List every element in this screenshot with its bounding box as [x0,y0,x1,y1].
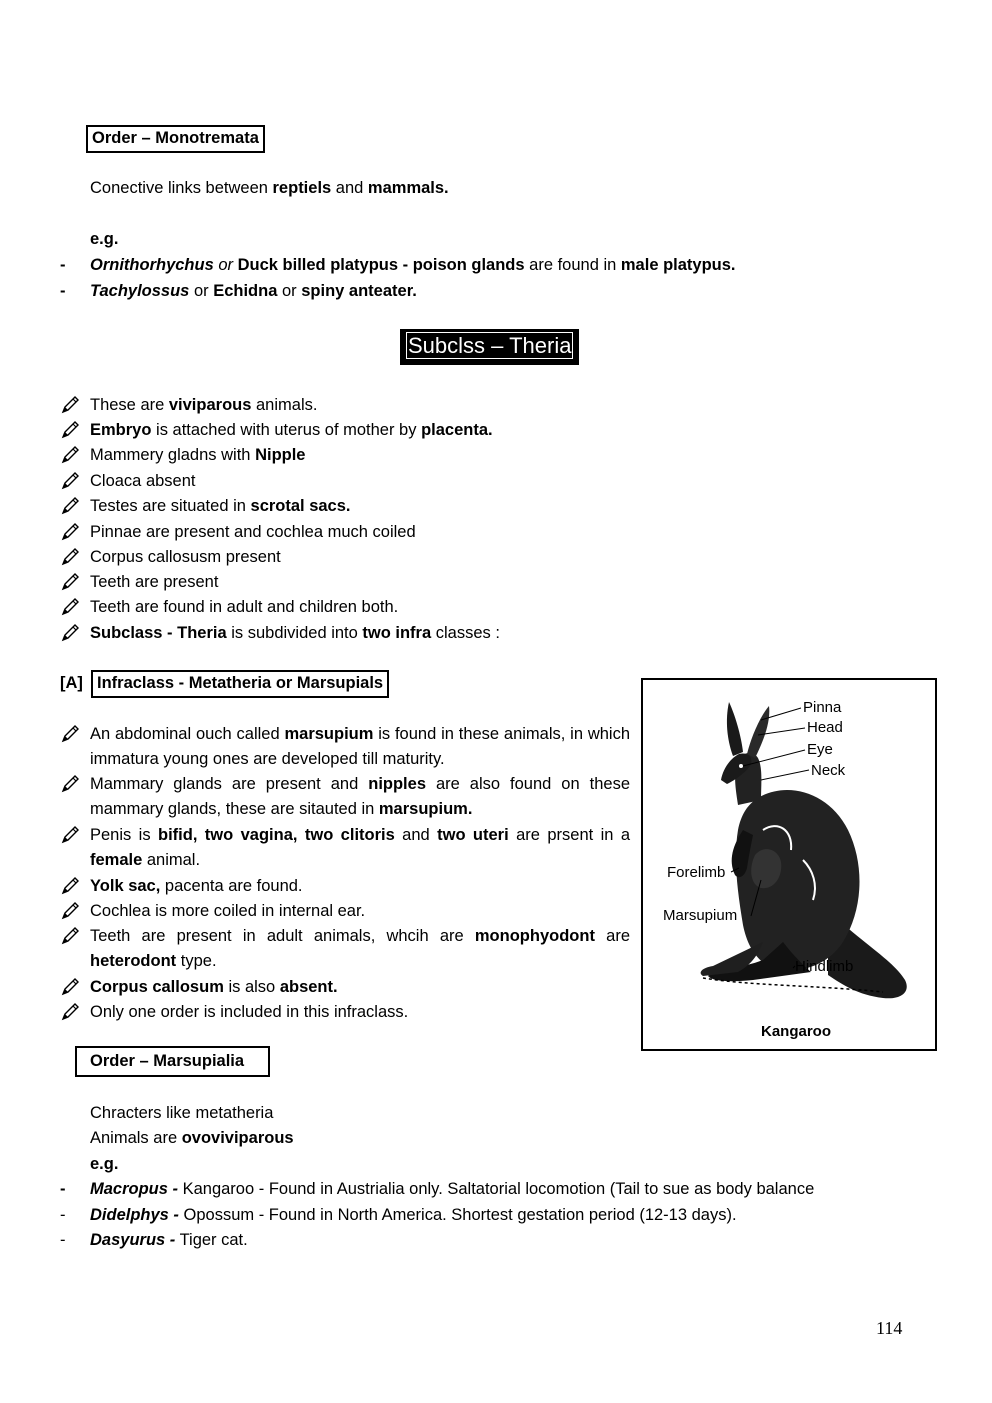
bullet-dash: - [60,1206,66,1224]
theria-bullet-5: Testes are situated in scrotal sacs. [90,497,351,515]
pen-bullet-icon [60,497,80,515]
pen-bullet-icon [60,421,80,439]
marsupialia-example-2: Didelphys - Opossum - Found in North America. Shortest gestation period (12-13 days). [90,1206,737,1224]
figure-label-pinna: Pinna [803,699,842,716]
pen-bullet-icon [60,927,80,945]
pen-bullet-icon [60,775,80,793]
theria-bullet-4: Cloaca absent [90,472,196,490]
infraclass-point-2: Mammary glands are present and nipples are also found on these mammary glands, these are sitauted in marsupium. [90,775,630,818]
pen-bullet-icon [60,573,80,591]
pen-bullet-icon [60,472,80,490]
monotremata-eg: e.g. [90,230,119,248]
page-number: 114 [876,1318,903,1338]
infraclass-point-6: Teeth are present in adult animals, whcih are monophyodont are heterodont type. [90,927,630,970]
theria-bullet-6: Pinnae are present and cochlea much coiled [90,523,416,541]
marsupialia-eg: e.g. [90,1155,119,1173]
theria-bullet-8: Teeth are present [90,573,219,591]
theria-bullet-10: Subclass - Theria is subdivided into two infra classes : [90,624,500,642]
theria-bullet-3: Mammery gladns with Nipple [90,446,306,464]
infraclass-marker: [A] [60,674,83,692]
monotremata-example-1: Ornithorhychus or Duck billed platypus - poison glands are found in male platypus. [90,256,736,274]
bullet-dash: - [60,282,66,300]
infraclass-point-5: Cochlea is more coiled in internal ear. [90,902,366,920]
infraclass-point-3: Penis is bifid, two vagina, two clitoris and two uteri are prsent in a female animal. [90,826,631,869]
pen-bullet-icon [60,877,80,895]
pen-bullet-icon [60,725,80,743]
infraclass-heading: Infraclass - Metatheria or Marsupials [91,670,389,698]
theria-bullet-9: Teeth are found in adult and children both. [90,598,399,616]
figure-label-marsupium: Marsupium [663,907,738,924]
infraclass-point-1: An abdominal ouch called marsupium is found in these animals, in which immatura young ones are developed till maturity. [90,725,631,768]
pen-bullet-icon [60,826,80,844]
monotremata-example-2: Tachylossus or Echidna or spiny anteater. [90,282,417,300]
theria-bullet-1: These are viviparous animals. [90,396,318,414]
marsupialia-example-1: Macropus - Kangaroo - Found in Austrialia only. Saltatorial locomotion (Tail to sue as body balance [90,1180,815,1198]
bullet-dash: - [60,256,66,274]
order-monotremata-heading: Order – Monotremata [86,125,265,153]
theria-bullet-7: Corpus callosusm present [90,548,281,566]
pen-bullet-icon [60,446,80,464]
order-marsupialia-heading: Order – Marsupialia [75,1046,270,1077]
kangaroo-figure [641,678,937,1051]
pen-bullet-icon [60,624,80,642]
figure-label-head: Head [807,719,843,736]
pen-bullet-icon [60,978,80,996]
pen-bullet-icon [60,1003,80,1021]
monotremata-intro: Conective links between reptiels and mammals. [90,179,449,197]
bullet-dash: - [60,1180,66,1198]
pen-bullet-icon [60,396,80,414]
pen-bullet-icon [60,523,80,541]
figure-label-neck: Neck [811,762,846,779]
figure-label-forelimb: Forelimb [667,864,726,881]
pen-bullet-icon [60,548,80,566]
marsupialia-line-1: Chracters like metatheria [90,1104,274,1122]
pen-bullet-icon [60,598,80,616]
bullet-dash: - [60,1231,66,1249]
pen-bullet-icon [60,902,80,920]
figure-label-eye: Eye [807,741,833,758]
infraclass-point-4: Yolk sac, pacenta are found. [90,877,303,895]
marsupialia-line-2: Animals are ovoviviparous [90,1129,294,1147]
infraclass-point-8: Only one order is included in this infraclass. [90,1003,409,1021]
figure-label-hindlimb: Hindlimb [795,958,854,975]
figure-caption: Kangaroo [761,1023,832,1040]
subclass-theria-heading: Subclss – Theria [400,329,579,365]
marsupialia-example-3: Dasyurus - Tiger cat. [90,1231,248,1249]
infraclass-point-7: Corpus callosum is also absent. [90,978,338,996]
theria-bullet-2: Embryo is attached with uterus of mother by placenta. [90,421,493,439]
